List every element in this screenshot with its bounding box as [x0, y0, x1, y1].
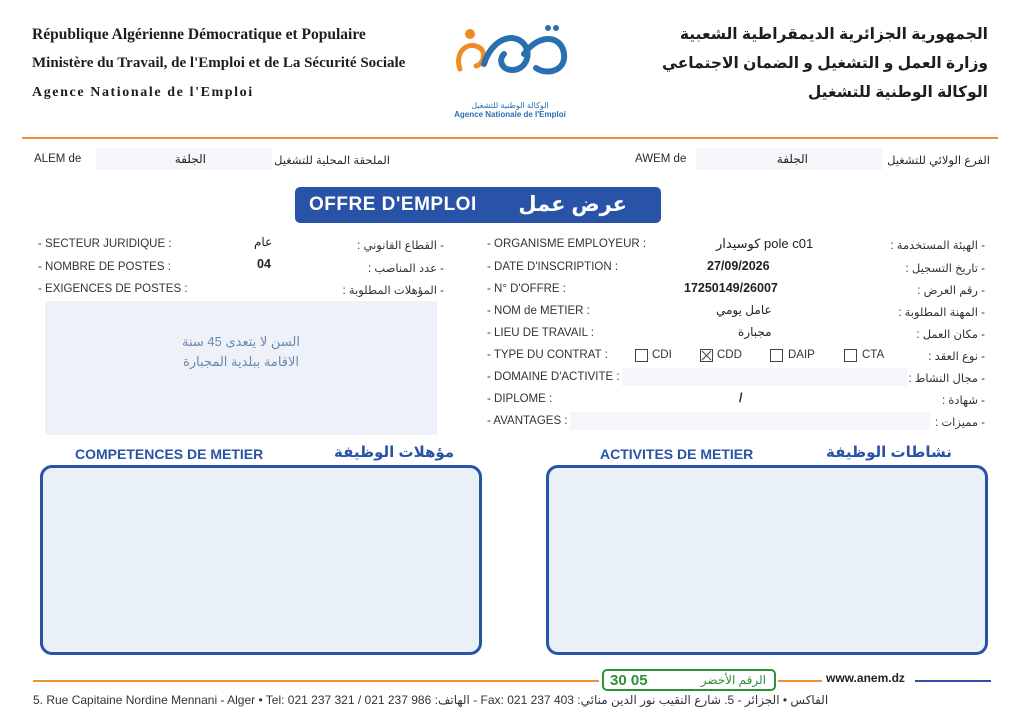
postes-label-fr: - NOMBRE DE POSTES :: [38, 261, 171, 273]
header-french: [32, 20, 405, 107]
footer-divider-mid: [778, 680, 822, 682]
exigences-label-ar: - المؤهلات المطلوبة :: [342, 285, 444, 297]
domaine-label-fr: - DOMAINE D'ACTIVITE :: [487, 371, 620, 383]
lieu-value: مجبارة: [738, 325, 772, 339]
agency-name-fr: Agence Nationale de l'Emploi: [32, 85, 254, 100]
secteur-label-fr: - SECTEUR JURIDIQUE :: [38, 238, 172, 250]
domaine-label-ar: - مجال النشاط :: [908, 373, 985, 385]
green-number: 30 05: [610, 672, 648, 689]
avantages-label-fr: - AVANTAGES :: [487, 415, 568, 427]
green-number-label: الرقم الأخضر: [700, 673, 766, 687]
logo-caption-ar: الوكالة الوطنية للتشغيل: [471, 101, 549, 110]
avantages-label-ar: - مميزات :: [934, 417, 985, 429]
header-arabic: [662, 20, 988, 107]
offre-number-label-ar: - رقم العرض :: [917, 285, 985, 297]
lieu-label-ar: - مكان العمل :: [916, 329, 985, 341]
date-value: 27/09/2026: [707, 259, 770, 273]
awem-label-ar: الفرع الولائي للتشغيل: [887, 155, 990, 167]
footer-divider-left: [33, 680, 599, 682]
offer-title-ar: عرض عمل: [518, 193, 627, 216]
contrat-label-ar: - نوع العقد :: [928, 351, 985, 363]
cta-label: CTA: [862, 349, 885, 361]
secteur-label-ar: - القطاع القانوني :: [357, 240, 444, 252]
activites-title-ar: نشاطات الوظيفة: [826, 444, 952, 461]
cta-checkbox[interactable]: [844, 349, 857, 362]
ministry-name-ar: وزارة العمل و التشغيل و الضمان الاجتماعي: [662, 55, 988, 72]
metier-label-ar: - المهنة المطلوبة :: [898, 307, 985, 319]
daip-checkbox[interactable]: [770, 349, 783, 362]
agency-name-ar: الوكالة الوطنية للتشغيل: [807, 84, 988, 101]
exigences-line-1: السن لا يتعدى 45 سنة: [181, 334, 300, 349]
cdi-label: CDI: [652, 349, 672, 361]
ministry-name-fr: Ministère du Travail, de l'Emploi et de La Sécurité Sociale: [32, 55, 406, 71]
diplome-label-fr: - DIPLOME :: [487, 393, 553, 405]
competences-panel[interactable]: [40, 465, 482, 655]
logo-caption-fr: Agence Nationale de l'Emploi: [454, 110, 566, 119]
header-divider: [22, 137, 998, 139]
republic-name-fr: République Algérienne Démocratique et Populaire: [32, 26, 366, 43]
competences-title-fr: COMPETENCES DE METIER: [75, 446, 264, 462]
footer-divider-right: [915, 680, 991, 682]
diplome-value: /: [739, 391, 743, 405]
cdd-label: CDD: [717, 349, 742, 361]
daip-label: DAIP: [788, 349, 815, 361]
republic-name-ar: الجمهورية الجزائرية الديمقراطية الشعبية: [679, 26, 988, 43]
offer-title-fr: OFFRE D'EMPLOI: [309, 194, 477, 215]
lieu-label-fr: - LIEU DE TRAVAIL :: [487, 327, 594, 339]
alem-label-fr: ALEM de: [34, 153, 82, 165]
offre-number-value: 17250149/26007: [684, 281, 778, 295]
offer-title-banner: [295, 187, 661, 223]
exigences-box: [45, 301, 437, 435]
postes-label-ar: - عدد المناصب :: [367, 263, 444, 275]
website-link[interactable]: www.anem.dz: [826, 671, 905, 685]
secteur-value: عام: [254, 235, 273, 249]
offre-number-label-fr: - N° D'OFFRE :: [487, 283, 566, 295]
activites-panel[interactable]: [546, 465, 988, 655]
organisme-label-fr: - ORGANISME EMPLOYEUR :: [487, 238, 647, 250]
footer-address: 5. Rue Capitaine Nordine Mennani - Alger • Tel: 021 237 321 / 021 237 986 :الهاتف - Fax: 021 237 403 :الفاكس • الجزائر - 5. شارع النقيب نور الدين منائي: [33, 693, 829, 707]
exigences-line-2: الاقامة ببلدية المجبارة: [182, 354, 300, 369]
metier-label-fr: - NOM de METIER :: [487, 305, 590, 317]
diplome-label-ar: - شهادة :: [941, 395, 985, 407]
green-number-badge: [602, 669, 776, 691]
awem-label-fr: AWEM de: [635, 153, 687, 165]
activites-title-fr: ACTIVITES DE METIER: [600, 446, 754, 462]
competences-title-ar: مؤهلات الوظيفة: [334, 444, 455, 461]
date-label-fr: - DATE D'INSCRIPTION :: [487, 261, 619, 273]
avantages-field: [570, 412, 930, 430]
postes-value: 04: [257, 257, 271, 271]
date-label-ar: - تاريخ التسجيل :: [905, 263, 985, 275]
metier-value: عامل يومي: [716, 303, 772, 317]
anem-logo-icon: [440, 14, 580, 94]
cdi-checkbox[interactable]: [635, 349, 648, 362]
anem-logo: [440, 14, 580, 128]
alem-label-ar: الملحقة المحلية للتشغيل: [274, 155, 390, 167]
contrat-label-fr: - TYPE DU CONTRAT :: [487, 349, 608, 361]
organisme-label-ar: - الهيئة المستخدمة :: [890, 240, 985, 252]
cdd-checkbox[interactable]: [700, 349, 713, 362]
domaine-field: [622, 368, 907, 386]
awem-value: الجلفة: [776, 152, 808, 166]
organisme-value: كوسيدار pole c01: [716, 236, 814, 251]
exigences-label-fr: - EXIGENCES DE POSTES :: [38, 283, 188, 295]
alem-value: الجلفة: [174, 152, 206, 166]
